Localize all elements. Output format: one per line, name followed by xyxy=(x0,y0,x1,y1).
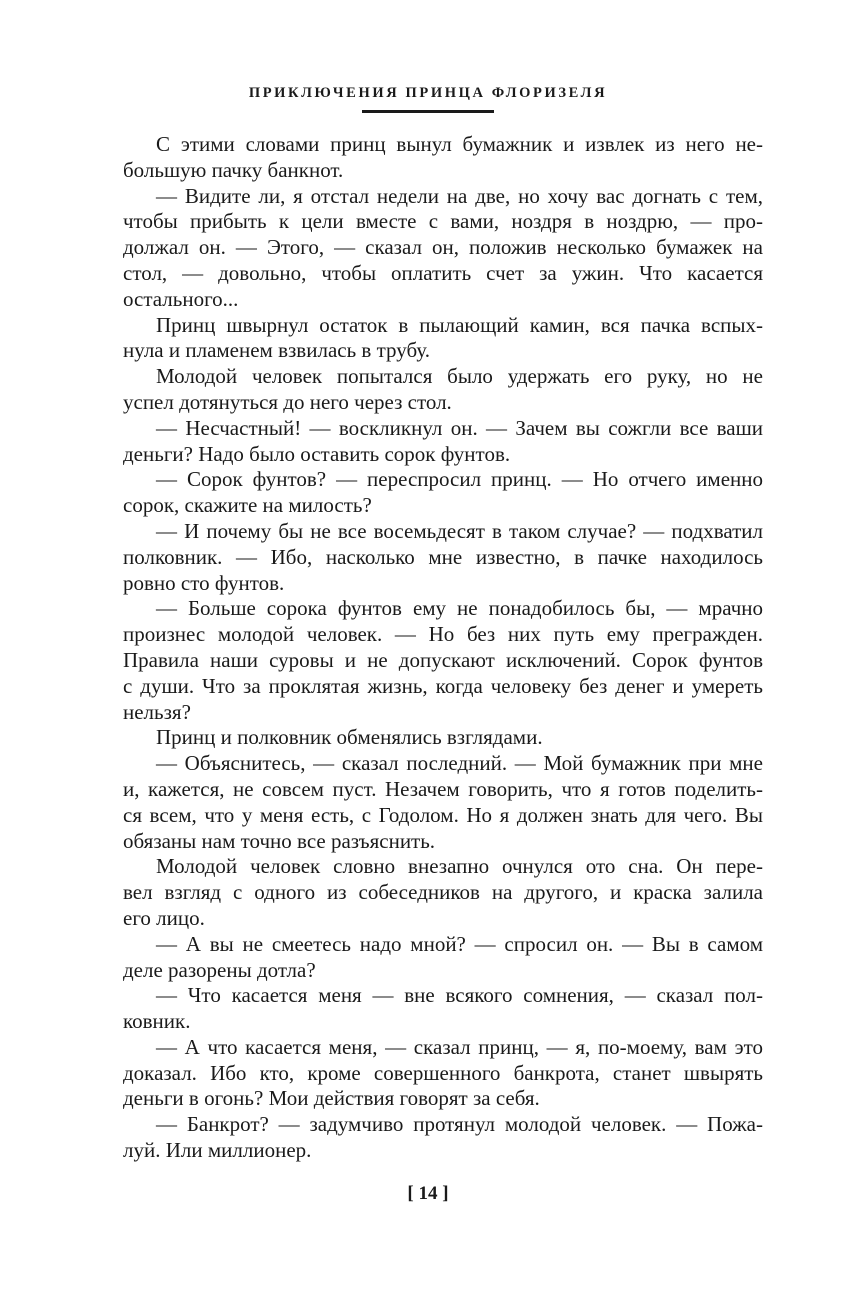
running-head-rule xyxy=(362,110,494,113)
text-line: деньги в огонь? Мои действия говорят за себя. xyxy=(123,1086,540,1111)
text-line: вел взгляд с одного из собеседников на другого, и краска залила xyxy=(123,880,763,905)
text-line: Принц швырнул остаток в пылающий камин, вся пачка вспых- xyxy=(156,312,763,337)
text-line: — И почему бы не все восемьдесят в таком случае? — подхватил xyxy=(156,518,763,543)
page-number: [ 14 ] xyxy=(407,1183,449,1204)
text-line: большую пачку банкнот. xyxy=(123,157,344,182)
text-line: стол, — довольно, чтобы оплатить счет за ужин. Что касается xyxy=(123,260,763,285)
text-line: чтобы прибыть к цели вместе с вами, ноздря в ноздрю, — про- xyxy=(123,209,763,234)
text-line: должал он. — Этого, — сказал он, положив несколько бумажек на xyxy=(123,235,763,260)
text-line: — Объяснитесь, — сказал последний. — Мой бумажник при мне xyxy=(156,751,763,776)
text-line: — А вы не смеетесь надо мной? — спросил он. — Вы в самом xyxy=(156,931,763,956)
running-head: ПРИКЛЮЧЕНИЯ ПРИНЦА ФЛОРИЗЕЛЯ xyxy=(248,85,608,101)
text-line: — Банкрот? — задумчиво протянул молодой человек. — Пожа- xyxy=(156,1112,763,1137)
text-line: С этими словами принц вынул бумажник и извлек из него не- xyxy=(156,132,763,156)
text-line: с души. Что за проклятая жизнь, когда человеку без денег и умереть xyxy=(123,673,763,698)
text-line: его лицо. xyxy=(123,905,205,930)
text-line: доказал. Ибо кто, кроме совершенного банкрота, станет швырять xyxy=(123,1060,763,1085)
text-line: остального... xyxy=(123,286,239,311)
text-line: успел дотянуться до него через стол. xyxy=(123,389,452,414)
text-line: сорок, скажите на милость? xyxy=(123,493,372,518)
text-line: Правила наши суровы и не допускают исключений. Сорок фунтов xyxy=(123,647,763,672)
text-line: нельзя? xyxy=(123,699,191,724)
body-text xyxy=(123,132,763,1164)
text-line: — Несчастный! — воскликнул он. — Зачем вы сожгли все ваши xyxy=(156,415,763,440)
text-line: ся всем, что у меня есть, с Годолом. Но я должен знать для чего. Вы xyxy=(123,802,763,827)
text-line: ровно сто фунтов. xyxy=(123,570,285,595)
text-line: деньги? Надо было оставить сорок фунтов. xyxy=(123,441,511,466)
text-line: Принц и полковник обменялись взглядами. xyxy=(156,725,543,750)
text-line: и, кажется, не совсем пуст. Незачем говорить, что я готов поделить- xyxy=(123,776,763,801)
text-line: полковник. — Ибо, насколько мне известно, в пачке находилось xyxy=(123,544,763,569)
text-line: ковник. xyxy=(123,1009,191,1034)
text-line: нула и пламенем взвилась в трубу. xyxy=(123,338,430,363)
text-line: произнес молодой человек. — Но без них путь ему прегражден. xyxy=(123,622,763,647)
text-line: — Больше сорока фунтов ему не понадобилось бы, — мрачно xyxy=(156,596,763,621)
text-line: Молодой человек словно внезапно очнулся ото сна. Он пере- xyxy=(156,854,763,879)
text-line: — Что касается меня — вне всякого сомнения, — сказал пол- xyxy=(156,983,763,1008)
text-line: Молодой человек попытался было удержать его руку, но не xyxy=(156,364,763,389)
text-line: луй. Или миллионер. xyxy=(123,1138,312,1163)
text-line: — А что касается меня, — сказал принц, — я, по-моему, вам это xyxy=(156,1034,763,1059)
text-line: обязаны нам точно все разъяснить. xyxy=(123,828,436,853)
text-line: — Видите ли, я отстал недели на две, но хочу вас догнать с тем, xyxy=(156,183,763,208)
text-line: — Сорок фунтов? — переспросил принц. — Но отчего именно xyxy=(156,467,763,492)
text-line: деле разорены дотла? xyxy=(123,957,316,982)
